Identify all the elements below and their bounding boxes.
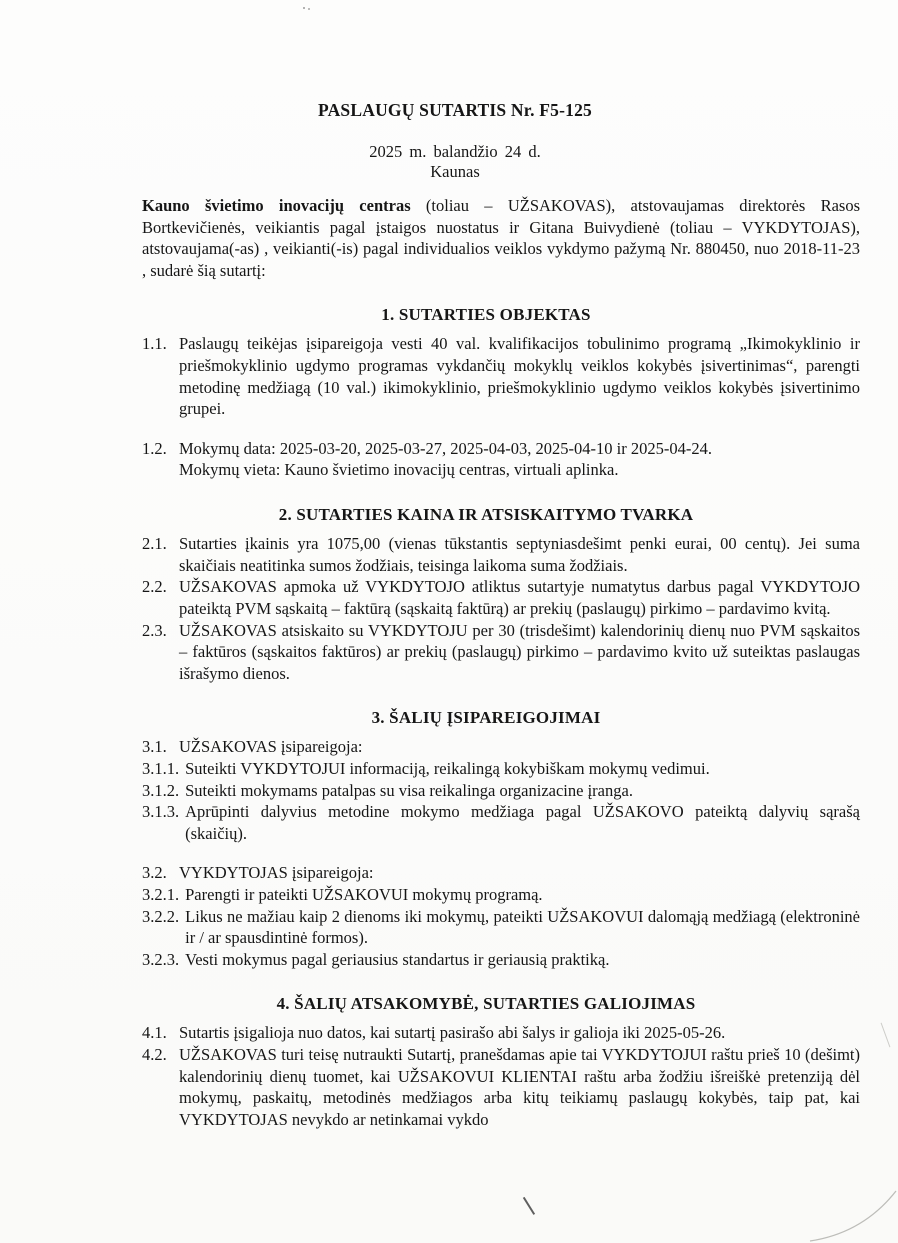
clause-number: 3.1.1. bbox=[142, 758, 180, 778]
clause-2-1 bbox=[142, 533, 860, 576]
clause-text bbox=[179, 438, 860, 481]
clause-3-2-1 bbox=[142, 884, 860, 906]
section-heading-4: 4. ŠALIŲ ATSAKOMYBĖ, SUTARTIES GALIOJIMAS bbox=[276, 994, 696, 1014]
clause-1-1 bbox=[142, 333, 860, 419]
clause-text: VYKDYTOJAS įsipareigoja: bbox=[179, 863, 374, 883]
preamble-text: (toliau – UŽSAKOVAS), atstovaujamas direktorės Rasos Bortkevičienės, veikiantis pagal įstaigos nuostatus ir Gitana Buivydienė (toliau – VYKDYTOJAS), atstovaujama(-as) , veikianti(-is) pagal individualios veiklos vykdymo pažymą Nr. 880450, nuo 2018-11-23 , sudarė šią sutartį: bbox=[142, 196, 860, 280]
clause-3-1-3 bbox=[142, 801, 860, 844]
clause-line-2: Mokymų vieta: Kauno švietimo inovacijų centras, virtuali aplinka. bbox=[179, 460, 619, 480]
document-date: 2025 m. balandžio 24 d. bbox=[369, 142, 541, 161]
document-place: Kaunas bbox=[430, 162, 480, 181]
clause-text: Vesti mokymus pagal geriausius standartus ir geriausią praktiką. bbox=[185, 949, 610, 969]
clause-number: 3.2.3. bbox=[142, 949, 180, 969]
clause-text: UŽSAKOVAS apmoka už VYKDYTOJO atliktus sutartyje numatytus darbus pagal VYKDYTOJO pateiktą PVM sąskaitą – faktūrą (sąskaitą faktūrą) ar prekių (paslaugų) pirkimo – pardavimo kvitą. bbox=[179, 577, 860, 618]
clause-2-2 bbox=[142, 576, 860, 619]
section-heading-2: 2. SUTARTIES KAINA IR ATSISKAITYMO TVARKA bbox=[278, 505, 694, 525]
clause-text: Suteikti mokymams patalpas su visa reikalinga organizacine įranga. bbox=[185, 780, 633, 800]
clause-line-1: Mokymų data: 2025-03-20, 2025-03-27, 2025-04-03, 2025-04-10 ir 2025-04-24. bbox=[179, 438, 712, 458]
clause-number: 3.2.2. bbox=[142, 906, 180, 926]
document-title: PASLAUGŲ SUTARTIS Nr. F5-125 bbox=[318, 100, 592, 120]
page-curl-icon bbox=[808, 1173, 898, 1243]
clause-4-2 bbox=[142, 1044, 860, 1130]
clause-number: 3.2.1. bbox=[142, 885, 180, 905]
clause-text: Aprūpinti dalyvius metodine mokymo medžiaga pagal UŽSAKOVO pateiktą dalyvių sąrašą (skaičių). bbox=[185, 802, 860, 843]
clause-number: 2.2. bbox=[142, 577, 167, 597]
clause-number: 1.1. bbox=[142, 334, 167, 354]
section-heading-1: 1. SUTARTIES OBJEKTAS bbox=[381, 305, 591, 325]
clause-3-1 bbox=[142, 736, 860, 758]
clause-3-1-1 bbox=[142, 758, 860, 780]
scan-speck-icon bbox=[303, 7, 305, 9]
clause-text: Paslaugų teikėjas įsipareigoja vesti 40 val. kvalifikacijos tobulinimo programą „Ikimokyklinio ir priešmokyklinio ugdymo programas vykdančių mokyklų veiklos kokybės įsivertinimas“, parengti metodinę medžiagą (10 val.) ikimokyklinio, priešmokyklinio ugdymo veiklos kokybės įsivertinimo grupei. bbox=[179, 334, 860, 419]
clause-number: 4.2. bbox=[142, 1045, 167, 1065]
clause-text: Sutartis įsigalioja nuo datos, kai sutartį pasirašo abi šalys ir galioja iki 2025-05-26. bbox=[179, 1023, 726, 1043]
clause-number: 2.3. bbox=[142, 620, 167, 640]
clause-text: Suteikti VYKDYTOJUI informaciją, reikalingą kokybiškam mokymų vedimui. bbox=[185, 758, 710, 778]
clause-number: 3.2. bbox=[142, 863, 167, 883]
clause-2-3 bbox=[142, 620, 860, 685]
title-block bbox=[142, 100, 768, 182]
clause-text: Sutarties įkainis yra 1075,00 (vienas tūkstantis septyniasdešimt penki eurai, 00 centų). Jei suma skaičiais neatitinka sumos žodžiais, teisinga laikoma suma žodžiais. bbox=[179, 534, 860, 575]
clause-text: Parengti ir pateikti UŽSAKOVUI mokymų programą. bbox=[185, 885, 543, 905]
preamble-paragraph bbox=[142, 195, 860, 281]
clause-3-2-2 bbox=[142, 906, 860, 949]
clause-text: UŽSAKOVAS turi teisę nutraukti Sutartį, pranešdamas apie tai VYKDYTOJUI raštu prieš 10 (dešimt) kalendorinių dienų tuomet, kai UŽSAKOVUI KLIENTAI raštu arba žodžiu išreiškė pretenziją dėl mokymų, paskaitų, metodinės medžiagos arba kitų teikiamų paslaugų kokybės, taip pat, kai VYKDYTOJAS nevykdo ar netinkamai vykdo bbox=[179, 1045, 860, 1129]
clause-1-2 bbox=[142, 438, 860, 481]
clause-number: 3.1.2. bbox=[142, 780, 180, 800]
clause-3-1-2 bbox=[142, 780, 860, 802]
scan-edge-mark-icon bbox=[881, 1023, 891, 1048]
clause-3-2 bbox=[142, 862, 860, 884]
preamble-party-name: Kauno švietimo inovacijų centras bbox=[142, 196, 411, 215]
clause-number: 1.2. bbox=[142, 438, 167, 458]
clause-3-2-3 bbox=[142, 949, 860, 971]
section-heading-3: 3. ŠALIŲ ĮSIPAREIGOJIMAI bbox=[371, 708, 601, 728]
clause-text: Likus ne mažiau kaip 2 dienoms iki mokymų, pateikti UŽSAKOVUI dalomąją medžiagą (elektroninė ir / ar spausdintinė formos). bbox=[185, 906, 860, 948]
clause-number: 3.1. bbox=[142, 737, 167, 757]
clause-number: 3.1.3. bbox=[142, 802, 180, 822]
clause-number: 2.1. bbox=[142, 534, 167, 554]
scan-mark-icon bbox=[523, 1197, 535, 1215]
clause-number: 4.1. bbox=[142, 1023, 167, 1043]
clause-text: UŽSAKOVAS įsipareigoja: bbox=[179, 737, 363, 757]
clause-text: UŽSAKOVAS atsiskaito su VYKDYTOJU per 30 (trisdešimt) kalendorinių dienų nuo PVM sąskaitos – faktūros (sąskaitos faktūros) ar prekių (paslaugų) pirkimo – pardavimo kvito už suteiktas paslaugas išrašymo dienos. bbox=[179, 620, 860, 683]
clause-4-1 bbox=[142, 1022, 860, 1044]
